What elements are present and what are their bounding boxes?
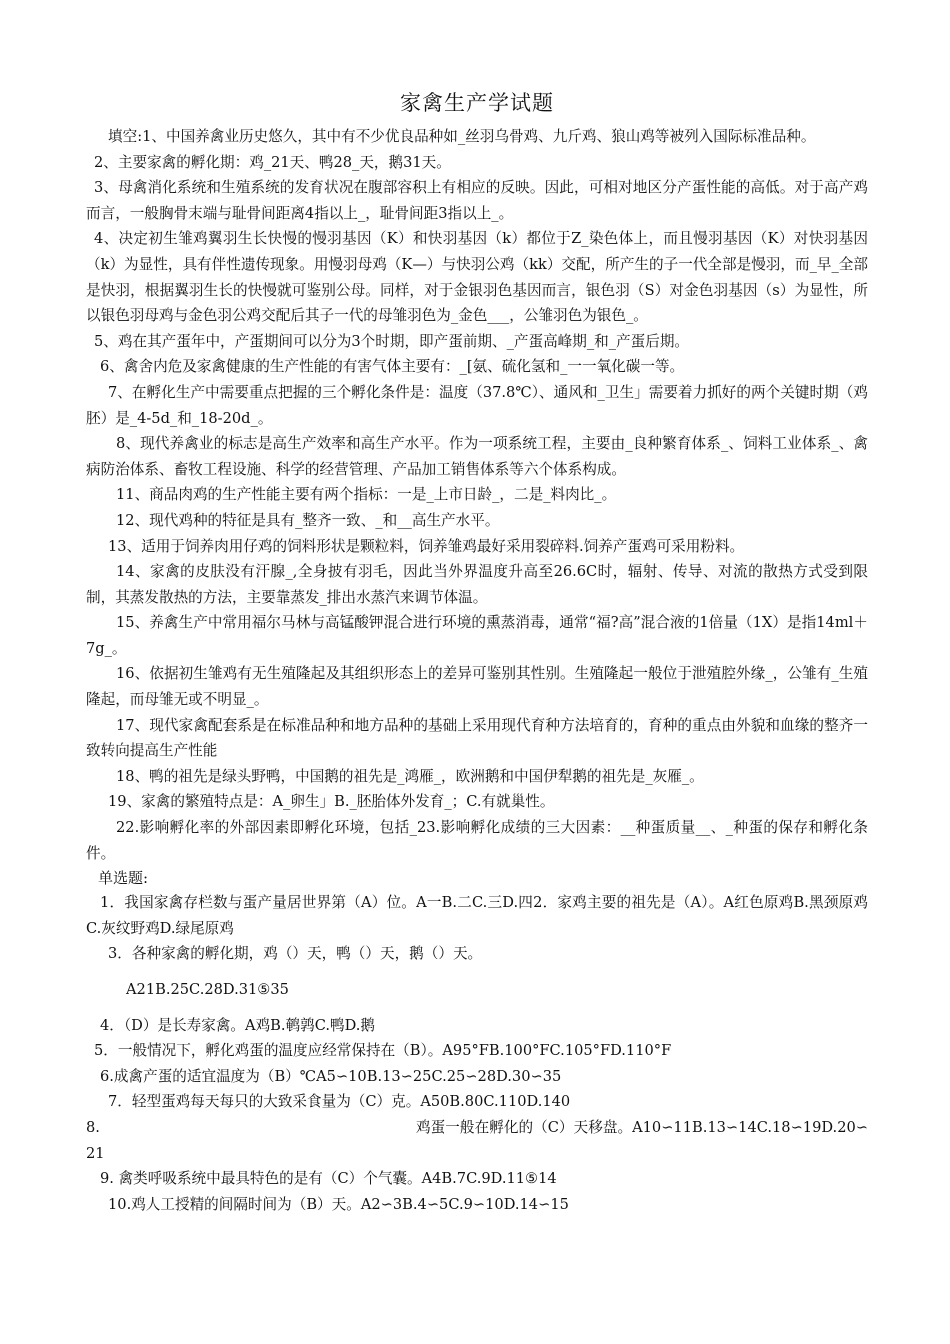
fill-q19: 19、家禽的繁殖特点是：A_卵生」B._胚胎体外发育_；C.有就巢性。 — [108, 793, 555, 811]
single-q8-text: 鸡蛋一般在孵化的（C）天移盘。A10∽11B.13∽14C.18∽19D.20∽21 — [86, 1118, 868, 1162]
single-q4: 4．（D）是长寿家禽。A鸡B.鹌鹑C.鸭D.鹅 — [100, 1016, 376, 1034]
fill-q3: 3、母禽消化系统和生殖系统的发育状况在腹部容积上有相应的反映。因此，可相对地区分产蛋性能的高低。对于高产鸡而言，一般胸骨末端与耻骨间距离4指以上_，耻骨间距3指以上_。 — [86, 179, 868, 222]
fill-q6: 6、禽舍内危及家禽健康的生产性能的有害气体主要有：_[氨、硫化氢和_一一氧化碳一等。 — [100, 358, 685, 376]
document-title: 家禽生产学试题 — [400, 91, 554, 115]
fill-q7: 7、在孵化生产中需要重点把握的三个孵化条件是：温度（37.8℃）、通风和_卫生」需要着力抓好的两个关键时期（鸡胚）是_4-5d_和_18-20d_。 — [86, 383, 868, 427]
single-q3: 3．各种家禽的孵化期，鸡（）天，鸭（）天，鹅（）天。 — [108, 945, 483, 963]
fill-q2: 2、主要家禽的孵化期：鸡_21天、鸭28_天，鹅31天。 — [94, 153, 451, 171]
single-choice-heading: 单选题: — [98, 869, 149, 888]
single-q7: 7．轻型蛋鸡每天每只的大致采食量为（C）克。A50B.80C.110D.140 — [108, 1093, 571, 1111]
fill-q16: 16、依据初生雏鸡有无生殖隆起及其组织形态上的差异可鉴别其性别。生殖隆起一般位于泄殖腔外缘_，公雏有_生殖隆起，而母雏无或不明显_。 — [86, 665, 868, 709]
single-q8-number: 8. — [86, 1118, 100, 1136]
fill-q13: 13、适用于饲养肉用仔鸡的饲料形状是颗粒料，饲养雏鸡最好采用裂碎料.饲养产蛋鸡可采用粉料。 — [108, 537, 745, 555]
fill-q4: 4、决定初生雏鸡翼羽生长快慢的慢羽基因（K）和快羽基因（k）都位于Z_染色体上，而且慢羽基因（K）对快羽基因（k）为显性，具有伴性遗传现象。用慢羽母鸡（K—）与快羽公鸡（kk）交配，所产生的子一代全部是慢羽，而_早_全部是快羽，根据翼羽生长的快慢就可鉴别公母。同样，对于金银羽色基因而言，银色羽（S）对金色羽基因（s）为显性，所以银色羽母鸡与金色羽公鸡交配后其子一代的母雏羽色为_金色___，公雏羽色为银色_。 — [86, 230, 868, 325]
single-q10: 10.鸡人工授精的间隔时间为（B）天。A2∽3B.4∽5C.9∽10D.14∽15 — [108, 1195, 569, 1213]
fill-q5: 5、鸡在其产蛋年中，产蛋期间可以分为3个时期，即产蛋前期、_产蛋高峰期_和_产蛋后期。 — [94, 332, 690, 350]
single-q9: 9. 禽类呼吸系统中最具特色的是有（C）个气囊。A4B.7C.9D.11⑤14 — [100, 1170, 557, 1188]
fill-q18: 18、鸭的祖先是绿头野鸭，中国鹅的祖先是_鸿雁_，欧洲鹅和中国伊犁鹅的祖先是_灰雁_。 — [116, 767, 704, 785]
spacer — [86, 967, 868, 977]
fill-q1: 填空:1、中国养禽业历史悠久，其中有不少优良品种如_丝羽乌骨鸡、九斤鸡、狼山鸡等被列入国际标准品种。 — [108, 128, 816, 145]
fill-q12: 12、现代鸡种的特征是具有_整齐一致、_和__高生产水平。 — [116, 511, 500, 529]
fill-q8: 8、现代养禽业的标志是高生产效率和高生产水平。作为一项系统工程，主要由_良种繁育体系_、饲料工业体系_、禽病防治体系、畜牧工程设施、科学的经营管理、产品加工销售体系等六个体系构成。 — [86, 435, 868, 478]
fill-q22: 22.影响孵化率的外部因素即孵化环境，包括_23.影响孵化成绩的三大因素：__种蛋质量__、_种蛋的保存和孵化条件。 — [86, 819, 868, 862]
spacer — [86, 1003, 868, 1013]
single-q6: 6.成禽产蛋的适宜温度为（B）℃A5∽10B.13∽25C.25∽28D.30∽35 — [100, 1067, 562, 1085]
fill-q17: 17、现代家禽配套系是在标准品种和地方品种的基础上采用现代育种方法培育的，育种的重点由外貌和血缘的整齐一致转向提高生产性能 — [86, 716, 868, 760]
fill-q11: 11、商品肉鸡的生产性能主要有两个指标：一是_上市日龄_，二是_料肉比_。 — [116, 486, 617, 504]
single-q8 — [86, 1115, 868, 1166]
fill-q15: 15、养禽生产中常用福尔马林与高锰酸钾混合进行环境的熏蒸消毒，通常“福?高”混合液的1倍量（1X）是指14ml＋7g_。 — [86, 614, 868, 657]
single-q5: 5．一般情况下，孵化鸡蛋的温度应经常保持在（B）。A95°FB.100°FC.105°FD.110°F — [94, 1042, 672, 1060]
fill-q14: 14、家禽的皮肤没有汗腺_,全身披有羽毛，因此当外界温度升高至26.6C时，辐射、传导、对流的散热方式受到限制，其蒸发散热的方法，主要靠蒸发_排出水蒸汽来调节体温。 — [86, 563, 868, 606]
single-q1-q2: 1．我国家禽存栏数与蛋产量居世界第（A）位。A一B.二C.三D.四2．家鸡主要的祖先是（A）。A红色原鸡B.黑颈原鸡C.灰纹野鸡D.绿尾原鸡 — [86, 894, 868, 937]
single-q3-options: A21B.25C.28D.31⑤35 — [126, 981, 289, 998]
